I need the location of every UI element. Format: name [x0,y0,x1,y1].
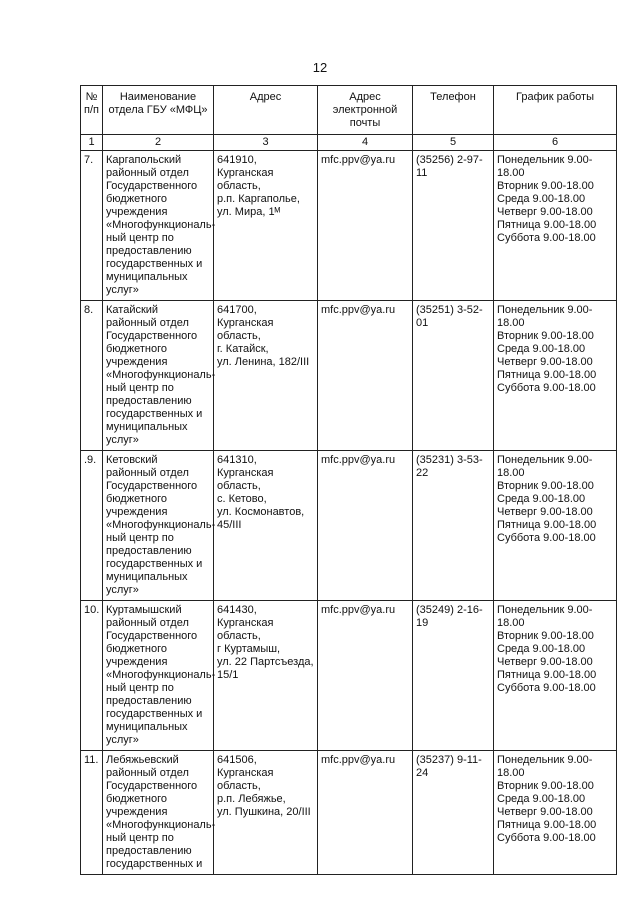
schedule: Понедельник 9.00- 18.00 Вторник 9.00-18.00 Среда 9.00-18.00 Четверг 9.00-18.00 Пятница 9.00-18.00 Суббота 9.00-18.00 [494,751,617,875]
column-number: 5 [413,135,494,151]
address: 641700, Курганская область, г. Катайск, ул. Ленина, 182/III [214,301,318,451]
department-name: Лебяжьевский районный отдел Государственного бюджетного учреждения «Многофункциональ- ный центр по предоставлению государственных и [103,751,214,875]
department-name: Кетовский районный отдел Государственного бюджетного учреждения «Многофункциональ- ный центр по предоставлению государственных и муниципальных услуг» [103,451,214,601]
page-number: 12 [312,60,328,75]
table-header-row [81,86,617,135]
address: 641910, Курганская область, р.п. Каргаполье, ул. Мира, 1ᴹ [214,151,318,301]
column-number: 6 [494,135,617,151]
row-number: 11. [81,751,103,875]
address: 641310, Курганская область, с. Кетово, ул. Космонавтов, 45/III [214,451,318,601]
schedule: Понедельник 9.00- 18.00 Вторник 9.00-18.00 Среда 9.00-18.00 Четверг 9.00-18.00 Пятница 9.00-18.00 Суббота 9.00-18.00 [494,151,617,301]
table-row [81,301,617,451]
email: mfc.ppv@ya.ru [318,451,413,601]
phone: (35251) 3-52- 01 [413,301,494,451]
row-number: 7. [81,151,103,301]
address: 641506, Курганская область, р.п. Лебяжье, ул. Пушкина, 20/III [214,751,318,875]
table-row [81,601,617,751]
schedule: Понедельник 9.00- 18.00 Вторник 9.00-18.00 Среда 9.00-18.00 Четверг 9.00-18.00 Пятница 9.00-18.00 Суббота 9.00-18.00 [494,451,617,601]
table-row [81,751,617,875]
header-email: Адрес электронной почты [318,86,413,135]
header-department-name: Наименование отдела ГБУ «МФЦ» [103,86,214,135]
row-number: .9. [81,451,103,601]
mfc-departments-table [80,85,617,875]
email: mfc.ppv@ya.ru [318,601,413,751]
address: 641430, Курганская область, г Куртамыш, ул. 22 Партсъезда, 15/1 [214,601,318,751]
department-name: Куртамышский районный отдел Государственного бюджетного учреждения «Многофункциональ- ный центр по предоставлению государственных и муниципальных услуг» [103,601,214,751]
schedule: Понедельник 9.00- 18.00 Вторник 9.00-18.00 Среда 9.00-18.00 Четверг 9.00-18.00 Пятница 9.00-18.00 Суббота 9.00-18.00 [494,301,617,451]
column-number: 4 [318,135,413,151]
header-phone: Телефон [413,86,494,135]
department-name: Катайский районный отдел Государственного бюджетного учреждения «Многофункциональ- ный центр по предоставлению государственных и муниципальных услуг» [103,301,214,451]
column-number-row [81,135,617,151]
email: mfc.ppv@ya.ru [318,151,413,301]
table-row [81,451,617,601]
column-number: 1 [81,135,103,151]
email: mfc.ppv@ya.ru [318,301,413,451]
header-number: № п/п [81,86,103,135]
phone: (35237) 9-11- 24 [413,751,494,875]
header-address: Адрес [214,86,318,135]
email: mfc.ppv@ya.ru [318,751,413,875]
row-number: 10. [81,601,103,751]
column-number: 2 [103,135,214,151]
phone: (35249) 2-16- 19 [413,601,494,751]
phone: (35231) 3-53- 22 [413,451,494,601]
column-number: 3 [214,135,318,151]
header-schedule: График работы [494,86,617,135]
schedule: Понедельник 9.00- 18.00 Вторник 9.00-18.00 Среда 9.00-18.00 Четверг 9.00-18.00 Пятница 9.00-18.00 Суббота 9.00-18.00 [494,601,617,751]
table-row [81,151,617,301]
row-number: 8. [81,301,103,451]
department-name: Каргапольский районный отдел Государственного бюджетного учреждения «Многофункциональ- ный центр по предоставлению государственных и муниципальных услуг» [103,151,214,301]
phone: (35256) 2-97- 11 [413,151,494,301]
